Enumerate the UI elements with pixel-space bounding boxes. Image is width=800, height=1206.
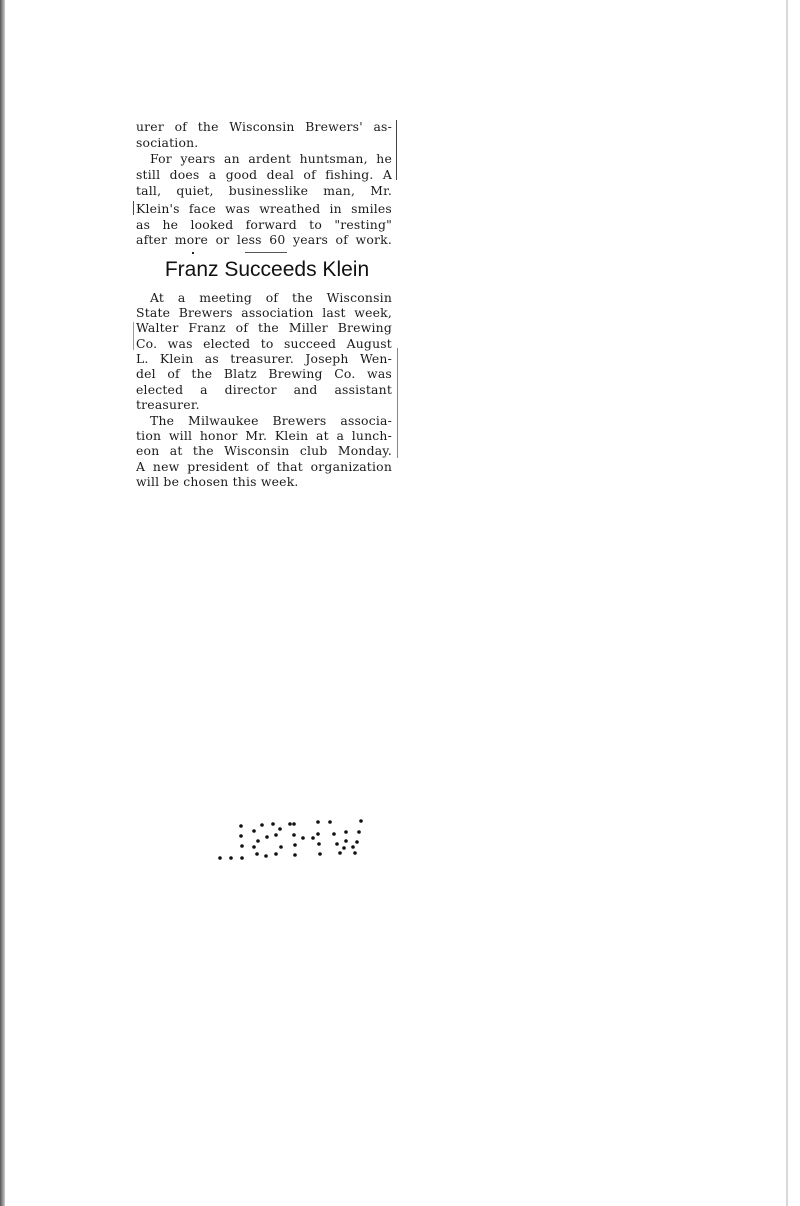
text-line: eon at the Wisconsin club Monday. (136, 443, 392, 458)
text-line: Klein's face was wreathed in smiles (136, 201, 392, 216)
text-line: elected a director and assistant (136, 382, 392, 397)
text-line: At a meeting of the Wisconsin (150, 290, 392, 305)
text-line: del of the Blatz Brewing Co. was (136, 366, 392, 381)
column-rule (133, 201, 134, 215)
text-line: still does a good deal of fishing. A (136, 167, 392, 182)
column-rule (397, 348, 398, 458)
text-line: The Milwaukee Brewers associa- (150, 413, 392, 428)
text-line: L. Klein as treasurer. Joseph Wen- (136, 351, 392, 366)
text-line: Co. was elected to succeed August (136, 336, 392, 351)
separator-rule (245, 252, 287, 253)
scan-edge-right (786, 0, 788, 1206)
text-line: sociation. (136, 135, 199, 150)
text-line: State Brewers association last week, (136, 305, 392, 320)
perforation-stamp (200, 800, 380, 870)
column-rule (133, 322, 134, 350)
text-line: will be chosen this week. (136, 474, 299, 489)
text-line: as he looked forward to "resting" (136, 217, 392, 232)
text-line: treasurer. (136, 397, 200, 412)
text-line: urer of the Wisconsin Brewers' as- (136, 119, 392, 134)
text-line: tall, quiet, businesslike man, Mr. (136, 183, 392, 198)
text-line: Walter Franz of the Miller Brewing (136, 320, 392, 335)
text-line: A new president of that organization (136, 459, 392, 474)
column-rule (396, 120, 397, 180)
separator-dot (192, 252, 194, 254)
text-line: For years an ardent huntsman, he (150, 151, 392, 166)
text-line: tion will honor Mr. Klein at a lunch- (136, 428, 392, 443)
text-line: after more or less 60 years of work. (136, 232, 392, 247)
scan-edge (0, 0, 5, 1206)
headline: Franz Succeeds Klein (164, 258, 370, 281)
